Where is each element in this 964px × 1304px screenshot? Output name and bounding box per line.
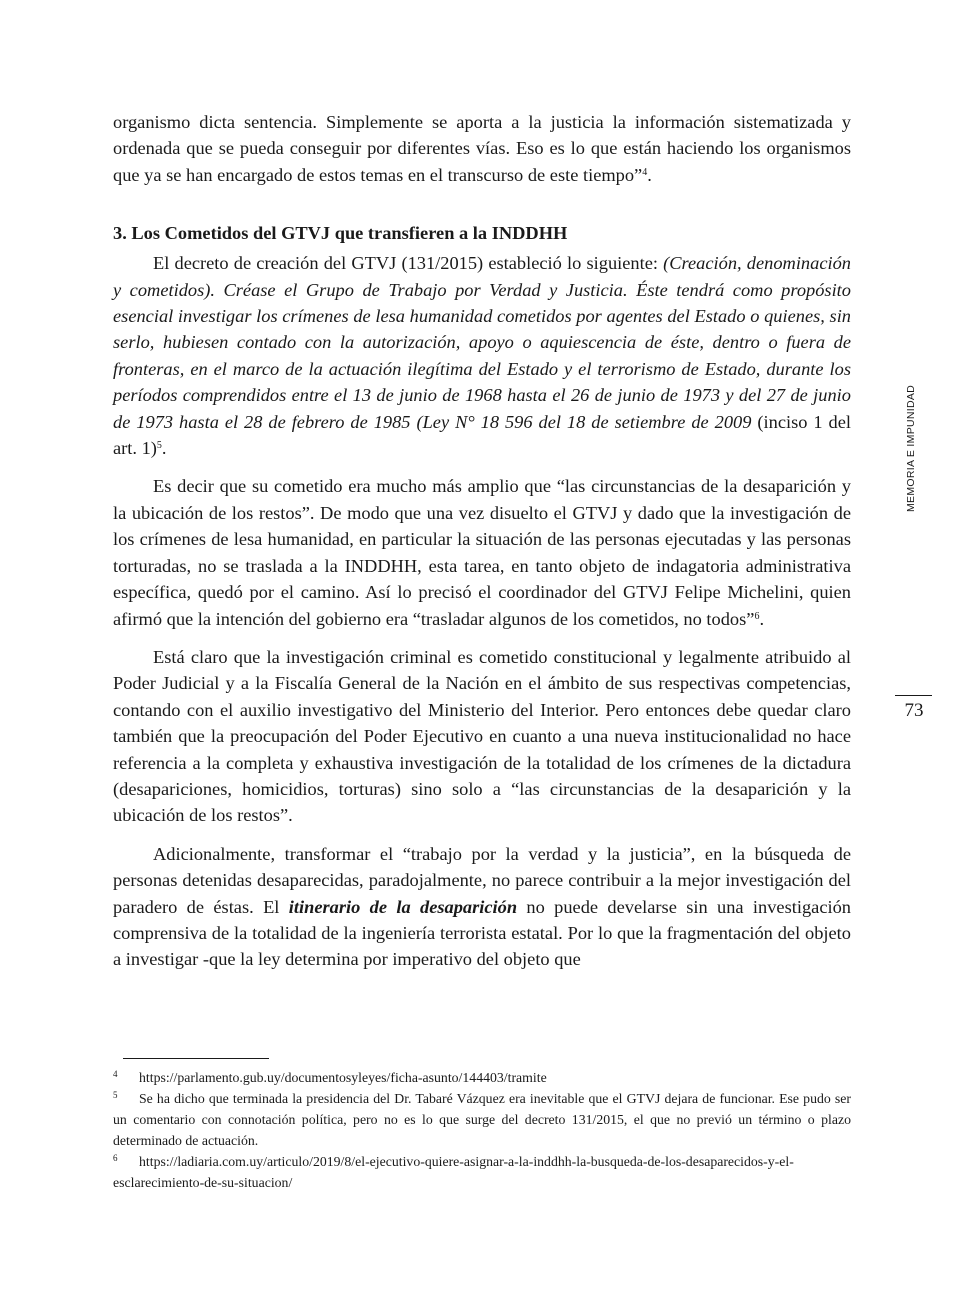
section-heading: 3. Los Cometidos del GTVJ que transfieren a la INDDHH — [113, 223, 568, 244]
paragraph — [113, 473, 851, 631]
decree-quote: (Creación, denominación y cometidos). Créase el Grupo de Trabajo por Verdad y Justicia. Éste tendrá como propósito esencial investigar los crímenes de lesa humanidad cometidos por agentes del Estado o quienes, sin serlo, hubiesen contado con la autorización, apoyo o aquiescencia de éste, dentro o fuera de fronteras, en el marco de la actuación ilegítima del Estado y el terrorismo de Estado, durante los períodos comprendidos entre el 13 de junio de 1968 hasta el 26 de junio de 1973 y del 27 de junio de 1973 hasta el 28 de febrero de 1985 (Ley N° 18 596 del 18 de setiembre de 2009 — [113, 253, 851, 432]
body-text — [113, 109, 851, 985]
footnote: 4 https://parlamento.gub.uy/documentosyleyes/ficha-asunto/144403/tramite — [113, 1069, 547, 1085]
emphasis-text: itinerario de la desaparición — [288, 896, 518, 917]
paragraph-end: . — [759, 608, 765, 629]
footnote-ref[interactable]: 5 — [156, 440, 162, 452]
paragraph: Está claro que la investigación criminal es cometido constitucional y legalmente atribuido al Poder Judicial y a la Fiscalía General de la Nación en el ámbito de sus respectivas competencias, contando con el auxilio investigativo del Ministerio del Interior. Pero entonces debe quedar claro también que la preocupación del Poder Ejecutivo en cuanto a una nueva institucionalidad no hace referencia a la completa y exhaustiva investigación de la totalidad de los crímenes de la dictadura (desapariciones, homicidios, torturas) sino solo a “las circunstancias de la desaparición y la ubicación de los restos”. — [113, 646, 851, 826]
footnote: 6 https://ladiaria.com.uy/articulo/2019/8/el-ejecutivo-quiere-asignar-a-la-inddhh-la-busqueda-de-los-desaparecidos-y-el-esclarecimiento-de-su-situacion/ — [113, 1153, 794, 1190]
paragraph-end: . — [647, 164, 652, 185]
page-number: 73 — [904, 700, 924, 721]
paragraph-text: Es decir que su cometido era mucho más amplio que “las circunstancias de la desaparición y la ubicación de los restos”. De modo que una vez disuelto el GTVJ y dado que la investigación de los crímenes de lesa humanidad, en particular la situación de las personas ejecutadas y las personas torturadas, no se traslada a la INDDHH, esta tarea, en tanto objeto de indagatoria administrativa específica, quedó por el camino. Así lo precisó el coordinador del GTVJ Felipe Michelini, quien afirmó que la intención del gobierno era “trasladar algunos de los cometidos, no todos” — [113, 476, 851, 629]
paragraph-text: no puede develarse sin una investigación comprensiva de la totalidad de la ingeniería terrorista estatal. Por lo que la fragmentación del objeto a investigar -que la ley determina por imperativo del objeto que — [113, 896, 851, 970]
paragraph-text: El decreto de creación del GTVJ (131/2015) estableció lo siguiente: — [153, 253, 664, 274]
paragraph — [113, 109, 851, 188]
footnote-ref[interactable]: 6 — [754, 610, 760, 622]
paragraph-text: (inciso 1 del art. 1) — [113, 411, 851, 459]
footnote-link[interactable]: https://ladiaria.com.uy/articulo/2019/8/el-ejecutivo-quiere-asignar-a-la-inddhh-la-busqueda-de-los-desaparecidos-y-el-esclarecimiento-de-su-situacion/ — [113, 1154, 794, 1190]
footnote-link[interactable]: https://parlamento.gub.uy/documentosyleyes/ficha-asunto/144403/tramite — [139, 1070, 547, 1085]
paragraph-text: Adicionalmente, transformar el “trabajo por la verdad y la justicia”, en la búsqueda de personas detenidas desaparecidas, paradojalmente, no parece contribuir a la mejor investigación del paradero de éstas. El — [113, 843, 851, 917]
footnote-ref[interactable]: 4 — [642, 166, 648, 178]
page-number-rule — [895, 695, 932, 696]
paragraph-end: . — [161, 438, 167, 459]
paragraph — [113, 841, 851, 973]
footnotes — [113, 1067, 851, 1193]
footnote-divider — [123, 1058, 269, 1059]
paragraph — [113, 250, 851, 461]
footnote: 5 Se ha dicho que terminada la presidencia del Dr. Tabaré Vázquez era inevitable que el GTVJ dejara de funcionar. Ese pudo ser un comentario con connotación política, pero no es lo que surge del decreto 131/2015, el que no previó un término o plazo determinado de actuación. — [113, 1090, 851, 1148]
footnote-text: Se ha dicho que terminada la presidencia del Dr. Tabaré Vázquez era inevitable que el GTVJ dejara de funcionar. Ese pudo ser un comentario con connotación política, pero no es lo que surge del decreto 131/2015, el que no previó un término o plazo determinado de actuación. — [113, 1091, 851, 1148]
paragraph-text: organismo dicta sentencia. Simplemente se aporta a la justicia la información sistematizada y ordenada que se pueda conseguir por diferentes vías. Eso es lo que están haciendo los organismos que ya se han encargado de estos temas en el transcurso de este tiempo” — [113, 112, 851, 185]
running-header: MEMORIA E IMPUNIDAD — [905, 384, 917, 512]
